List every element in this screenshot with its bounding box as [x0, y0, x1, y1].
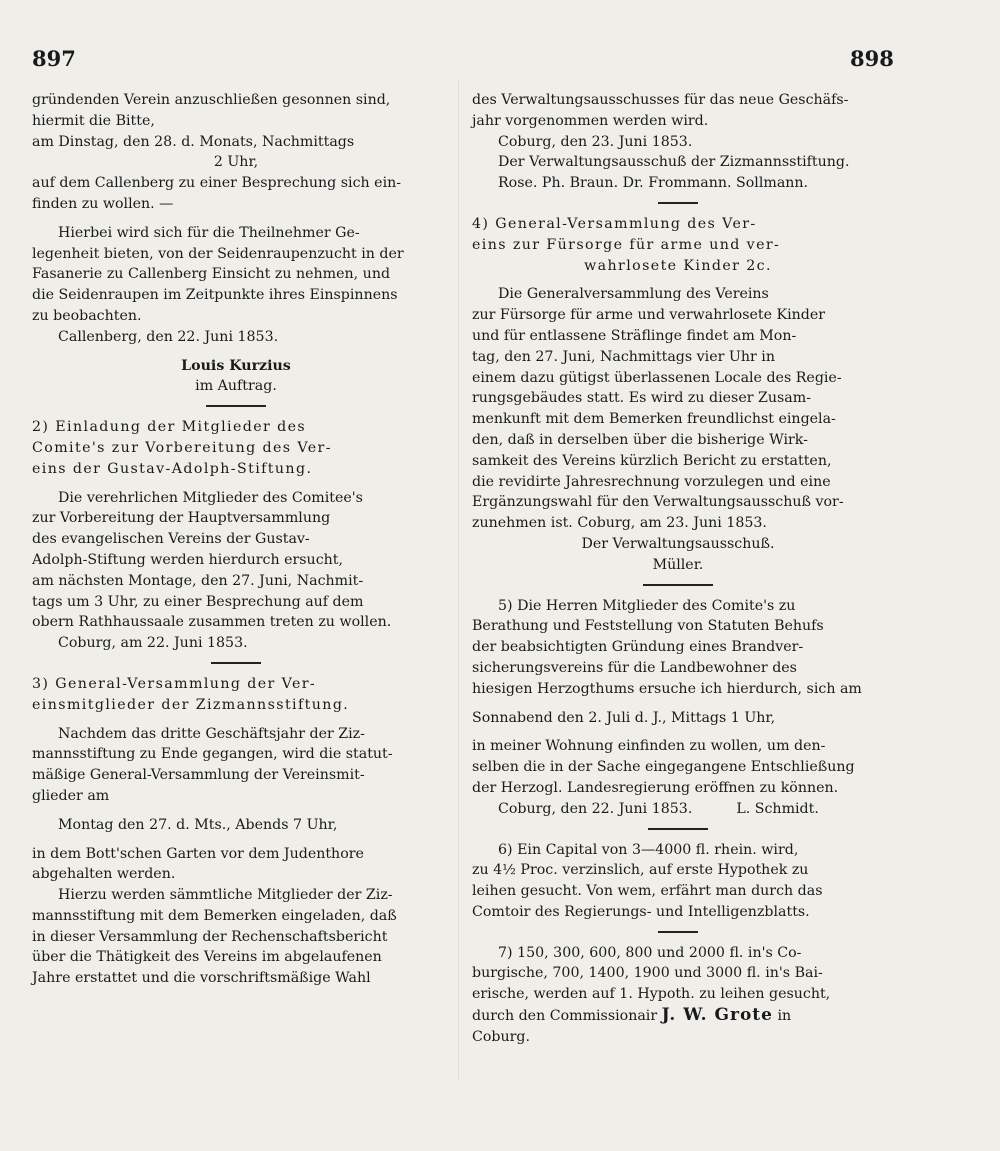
text-line: erische, werden auf 1. Hypoth. zu leihen gesucht,: [472, 986, 831, 1003]
heading-line: einsmitglieder der Zizmannsstiftung.: [32, 696, 350, 713]
text-line: in dem Bott'schen Garten vor dem Judenthore: [32, 845, 364, 862]
text-line: jahr vorgenommen werden wird.: [472, 112, 709, 129]
text-line: gründenden Verein anzuschließen gesonnen sind,: [32, 92, 391, 108]
text-line: Jahre erstattet und die vorschriftsmäßige Wahl: [32, 970, 371, 987]
text-line: zu 4½ Proc. verzinslich, auf erste Hypothek zu: [472, 862, 809, 879]
text-line: den, daß in derselben über die bisherige Wirk-: [472, 431, 808, 448]
text-line: Die Generalversammlung des Vereins: [498, 286, 769, 303]
text-line: zur Vorbereitung der Hauptversammlung: [32, 510, 331, 527]
text-line: der beabsichtigten Gründung eines Brandver-: [472, 639, 804, 656]
heading-line: 4) General-Versammlung des Ver-: [472, 215, 757, 232]
text-line: Comtoir des Regierungs- und Intelligenzblatts.: [472, 903, 810, 920]
text-line: des Verwaltungsausschusses für das neue Geschäfs-: [472, 92, 849, 108]
text-line: hiesigen Herzogthums ersuche ich hierdurch, sich am: [472, 680, 862, 697]
text-line: Berathung und Feststellung von Statuten Behufs: [472, 618, 824, 635]
intro-names: Rose. Ph. Braun. Dr. Frommann. Sollmann.: [498, 175, 809, 192]
text-line: menkunft mit dem Bemerken freundlichst eingela-: [472, 411, 836, 428]
text-line: finden zu wollen. —: [32, 195, 174, 212]
section4-heading: [472, 214, 884, 276]
text-line: zunehmen ist. Coburg, am 23. Juni 1853.: [472, 515, 767, 532]
text-line: 2 Uhr,: [213, 154, 259, 171]
heading-line: 2) Einladung der Mitglieder des: [32, 419, 307, 436]
text-line: am Dinstag, den 28. d. Monats, Nachmittags: [32, 133, 355, 150]
text-line: Fasanerie zu Callenberg Einsicht zu nehmen, und: [32, 266, 391, 283]
right-column: [472, 90, 884, 1048]
text-line: obern Rathhaussaale zusammen treten zu wollen.: [32, 614, 392, 631]
text-line: und für entlassene Sträflinge findet am Mon-: [472, 327, 797, 344]
section7-last-line: [472, 1005, 884, 1027]
text-line: auf dem Callenberg zu einer Besprechung sich ein-: [32, 175, 402, 192]
text-line: mannsstiftung zu Ende gegangen, wird die statut-: [32, 746, 393, 763]
page-number-right: 898: [850, 46, 894, 71]
section2-heading: [32, 417, 440, 479]
section4-name: Müller.: [652, 556, 704, 573]
text-line: 6) Ein Capital von 3—4000 fl. rhein. wird,: [498, 841, 799, 858]
page-fold: [458, 80, 459, 1080]
intro-date: Coburg, den 23. Juni 1853.: [498, 133, 693, 150]
text-line: tag, den 27. Juni, Nachmittags vier Uhr in: [472, 348, 775, 365]
separator-rule: [648, 828, 708, 830]
signature-name: Louis Kurzius: [181, 357, 291, 374]
section7-last-prefix: durch den Commissionair: [472, 1008, 658, 1025]
text-line: sicherungsvereins für die Landbewohner des: [472, 659, 797, 676]
text-line: 5) Die Herren Mitglieder des Comite's zu: [498, 597, 796, 614]
section5-name: L. Schmidt.: [736, 800, 819, 817]
text-line: Coburg.: [472, 1028, 530, 1045]
text-line: glieder am: [32, 787, 110, 804]
text-line: leihen gesucht. Von wem, erfährt man durch das: [472, 883, 823, 900]
text-line: am nächsten Montage, den 27. Juni, Nachmit-: [32, 572, 364, 589]
section5-date-sign: [472, 799, 884, 820]
text-line: die revidirte Jahresrechnung vorzulegen und eine: [472, 473, 831, 490]
text-line: Adolph-Stiftung werden hierdurch ersucht,: [32, 551, 343, 568]
section7-last-suffix: in: [777, 1008, 792, 1025]
section4-signer: Der Verwaltungsausschuß.: [581, 535, 775, 552]
text-line: abgehalten werden.: [32, 866, 176, 883]
text-line: des evangelischen Vereins der Gustav-: [32, 531, 310, 548]
separator-rule: [643, 584, 713, 586]
text-line: Hierbei wird sich für die Theilnehmer Ge-: [58, 224, 360, 241]
text-line: 7) 150, 300, 600, 800 und 2000 fl. in's Co-: [498, 944, 802, 961]
section7-body: [472, 943, 884, 1048]
page-number-left: 897: [32, 46, 76, 71]
separator-rule: [206, 405, 266, 407]
right-intro: [472, 90, 884, 132]
heading-line: eins der Gustav-Adolph-Stiftung.: [32, 460, 313, 477]
separator-rule: [211, 662, 261, 664]
text-line: zur Fürsorge für arme und verwahrlosete Kinder: [472, 307, 826, 324]
section5-body: [472, 596, 884, 700]
text-line: Hierzu werden sämmtliche Mitglieder der Ziz-: [58, 887, 393, 904]
text-line: in dieser Versammlung der Rechenschaftsbericht: [32, 928, 388, 945]
section3-heading: [32, 674, 440, 716]
text-line: Die verehrlichen Mitglieder des Comitee's: [58, 489, 363, 506]
text-line: mannsstiftung mit dem Bemerken eingeladen, daß: [32, 907, 397, 924]
section6-body: [472, 840, 884, 923]
section2-date: Coburg, am 22. Juni 1853.: [58, 635, 248, 652]
separator-rule: [658, 931, 698, 933]
text-line: Ergänzungswahl für den Verwaltungsausschuß vor-: [472, 494, 844, 511]
section4-body: [472, 284, 884, 534]
text-line: mäßige General-Versammlung der Vereinsmit-: [32, 767, 365, 784]
section3-body2: [32, 844, 440, 886]
section5-date-line: Sonnabend den 2. Juli d. J., Mittags 1 Uhr,: [472, 709, 776, 726]
heading-line: Comite's zur Vorbereitung des Ver-: [32, 439, 332, 456]
text-line: rungsgebäudes statt. Es wird zu dieser Zusam-: [472, 390, 811, 407]
text-line: die Seidenraupen im Zeitpunkte ihres Einspinnens: [32, 287, 398, 304]
left-intro: [32, 90, 440, 215]
separator-rule: [658, 202, 698, 204]
place-date: Callenberg, den 22. Juni 1853.: [58, 328, 279, 345]
text-line: selben die in der Sache eingegangene Entschließung: [472, 759, 855, 776]
section5-body2: [472, 736, 884, 798]
text-line: zu beobachten.: [32, 307, 142, 324]
heading-line: 3) General-Versammlung der Ver-: [32, 675, 317, 692]
section7-name: J. W. Grote: [661, 1005, 773, 1026]
text-line: Nachdem das dritte Geschäftsjahr der Ziz-: [58, 725, 365, 742]
text-line: einem dazu gütigst überlassenen Locale des Regie-: [472, 369, 842, 386]
section5-date: Coburg, den 22. Juni 1853.: [498, 800, 693, 817]
text-line: burgische, 700, 1400, 1900 und 3000 fl. in's Bai-: [472, 965, 823, 982]
text-line: in meiner Wohnung einfinden zu wollen, um den-: [472, 738, 826, 755]
section2-body: [32, 488, 440, 634]
heading-line: wahrlosete Kinder 2c.: [584, 257, 772, 274]
intro-signer: Der Verwaltungsausschuß der Zizmannsstiftung.: [498, 154, 850, 171]
text-line: legenheit bieten, von der Seidenraupenzucht in der: [32, 245, 404, 262]
left-column: [32, 90, 440, 989]
section3-body: [32, 724, 440, 807]
left-para2: [32, 223, 440, 327]
section3-body3: [32, 885, 440, 989]
signature-role: im Auftrag.: [195, 378, 277, 395]
heading-line: eins zur Fürsorge für arme und ver-: [472, 236, 781, 253]
text-line: samkeit des Vereins kürzlich Bericht zu erstatten,: [472, 452, 832, 469]
section3-date-line: Montag den 27. d. Mts., Abends 7 Uhr,: [58, 816, 338, 833]
text-line: der Herzogl. Landesregierung eröffnen zu können.: [472, 779, 839, 796]
text-line: tags um 3 Uhr, zu einer Besprechung auf dem: [32, 593, 364, 610]
text-line: über die Thätigkeit des Vereins im abgelaufenen: [32, 949, 382, 966]
text-line: hiermit die Bitte,: [32, 112, 155, 129]
